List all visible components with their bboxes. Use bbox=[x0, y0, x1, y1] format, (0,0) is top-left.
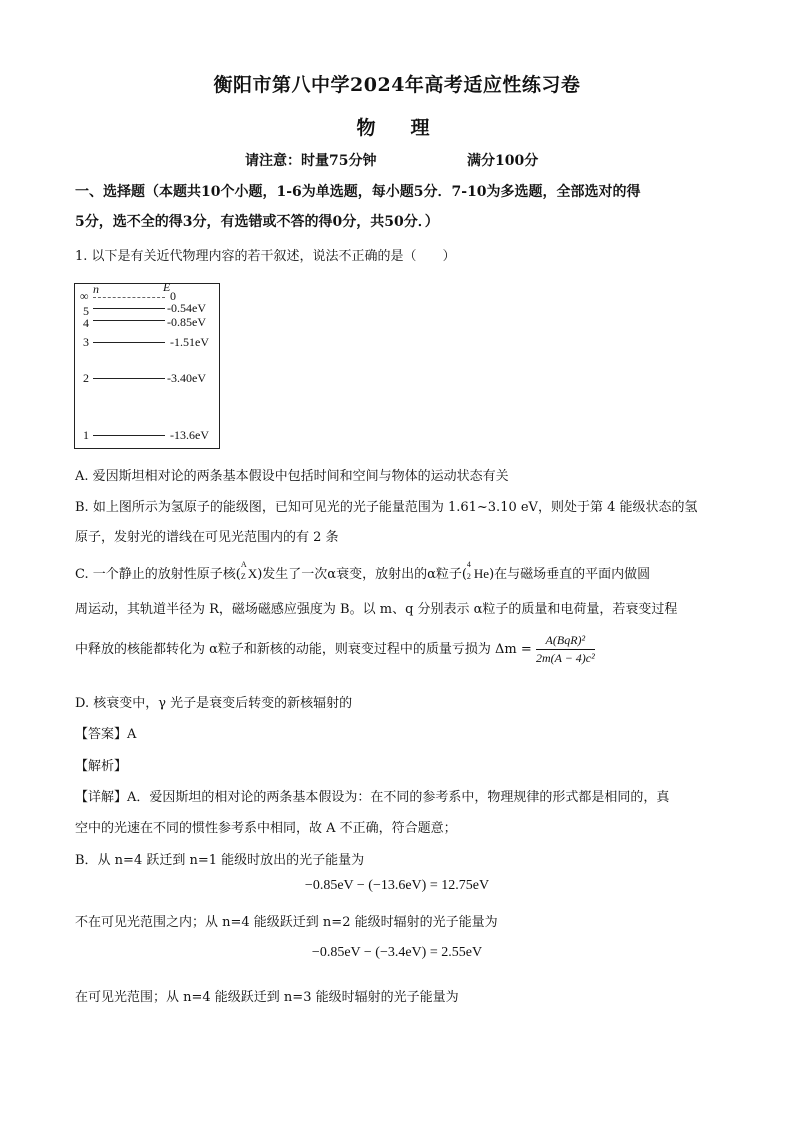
level-inf-line bbox=[93, 297, 165, 298]
level-1-n: 1 bbox=[83, 428, 89, 442]
detail-line1: 【详解】A．爱因斯坦的相对论的两条基本假设为：在不同的参考系中，物理规律的形式都是相同的，真 bbox=[75, 790, 670, 805]
detail-line2: 空中的光速在不同的惯性参考系中相同，故 A 不正确，符合题意； bbox=[75, 821, 457, 836]
option-c-line1 bbox=[75, 560, 651, 582]
detail-after-eq2: 在可见光范围；从 n=4 能级跃迁到 n=3 能级时辐射的光子能量为 bbox=[75, 990, 459, 1005]
option-c-text-b: )发生了一次α衰变，放射出的α粒子( bbox=[257, 567, 467, 582]
fraction-numerator: A(BqR)² bbox=[536, 633, 595, 650]
option-c-line2: 周运动，其轨道半径为 R，磁场磁感应强度为 B。以 m、q 分别表示 α粒子的质量和电荷量，若衰变过程 bbox=[75, 602, 678, 617]
level-4-line bbox=[93, 320, 165, 321]
subject-title: 物 理 bbox=[356, 117, 438, 139]
page-title: 衡阳市第八中学2024年高考适应性练习卷 bbox=[213, 74, 581, 96]
level-3-energy: -1.51eV bbox=[170, 335, 209, 349]
detail-b-line: B．从 n=4 跃迁到 n=1 能级时放出的光子能量为 bbox=[75, 853, 365, 868]
nuclide-he: 4 2 He bbox=[466, 560, 490, 581]
level-inf-energy: 0 bbox=[170, 289, 176, 303]
section-heading-line1: 一、选择题（本题共10个小题，1-6为单选题，每小题5分．7-10为多选题，全部选对的得 bbox=[75, 184, 641, 200]
equation-1: −0.85eV − (−13.6eV) = 12.75eV bbox=[304, 878, 490, 893]
question-1-stem: 1. 以下是有关近代物理内容的若干叙述，说法不正确的是（ ） bbox=[75, 249, 456, 264]
exam-notice bbox=[245, 150, 539, 170]
notice-time: 请注意：时量75分钟 bbox=[245, 153, 377, 169]
detail-after-eq1: 不在可见光范围之内；从 n=4 能级跃迁到 n=2 能级时辐射的光子能量为 bbox=[75, 915, 498, 930]
option-d: D. 核衰变中，γ 光子是衰变后转变的新核辐射的 bbox=[75, 696, 353, 711]
level-5-n: 5 bbox=[83, 304, 89, 318]
level-4-energy: -0.85eV bbox=[167, 315, 206, 329]
level-5-line bbox=[93, 308, 165, 309]
level-3-line bbox=[93, 342, 165, 343]
analysis-label: 【解析】 bbox=[75, 759, 128, 774]
answer-label: 【答案】A bbox=[75, 727, 137, 742]
diagram-n-label: n bbox=[93, 282, 99, 296]
mass-defect-fraction bbox=[536, 633, 595, 666]
diagram-e-label: E bbox=[163, 280, 171, 294]
equation-2: −0.85eV − (−3.4eV) = 2.55eV bbox=[311, 945, 483, 960]
option-c-text-c: )在与磁场垂直的平面内做圆 bbox=[489, 567, 651, 582]
level-3-n: 3 bbox=[83, 335, 89, 349]
fraction-denominator: 2m(A − 4)c² bbox=[535, 651, 595, 665]
level-4-n: 4 bbox=[83, 316, 89, 330]
nuclide-x: A Z X bbox=[240, 560, 258, 581]
level-1-line bbox=[93, 435, 165, 436]
level-2-energy: -3.40eV bbox=[167, 371, 206, 385]
level-2-line bbox=[93, 378, 165, 379]
level-1-energy: -13.6eV bbox=[170, 428, 209, 442]
level-inf-n: ∞ bbox=[80, 289, 89, 303]
energy-level-diagram bbox=[74, 280, 220, 449]
option-c-text-3: 中释放的核能都转化为 α粒子和新核的动能，则衰变过程中的质量亏损为 Δm = bbox=[75, 642, 532, 657]
section-heading-line2: 5分，选不全的得3分，有选错或不答的得0分，共50分．） bbox=[75, 214, 439, 230]
option-b-line1: B. 如上图所示为氢原子的能级图，已知可见光的光子能量范围为 1.61~3.10 eV，则处于第 4 能级状态的氢 bbox=[75, 500, 698, 515]
option-a: A. 爱因斯坦相对论的两条基本假设中包括时间和空间与物体的运动状态有关 bbox=[75, 469, 509, 484]
level-2-n: 2 bbox=[83, 371, 89, 385]
option-c-text-a: C. 一个静止的放射性原子核( bbox=[75, 567, 241, 582]
level-5-energy: -0.54eV bbox=[167, 301, 206, 315]
option-b-line2: 原子，发射光的谱线在可见光范围内的有 2 条 bbox=[75, 530, 339, 545]
notice-full-score: 满分100分 bbox=[467, 153, 539, 169]
option-c-line3 bbox=[75, 633, 595, 666]
